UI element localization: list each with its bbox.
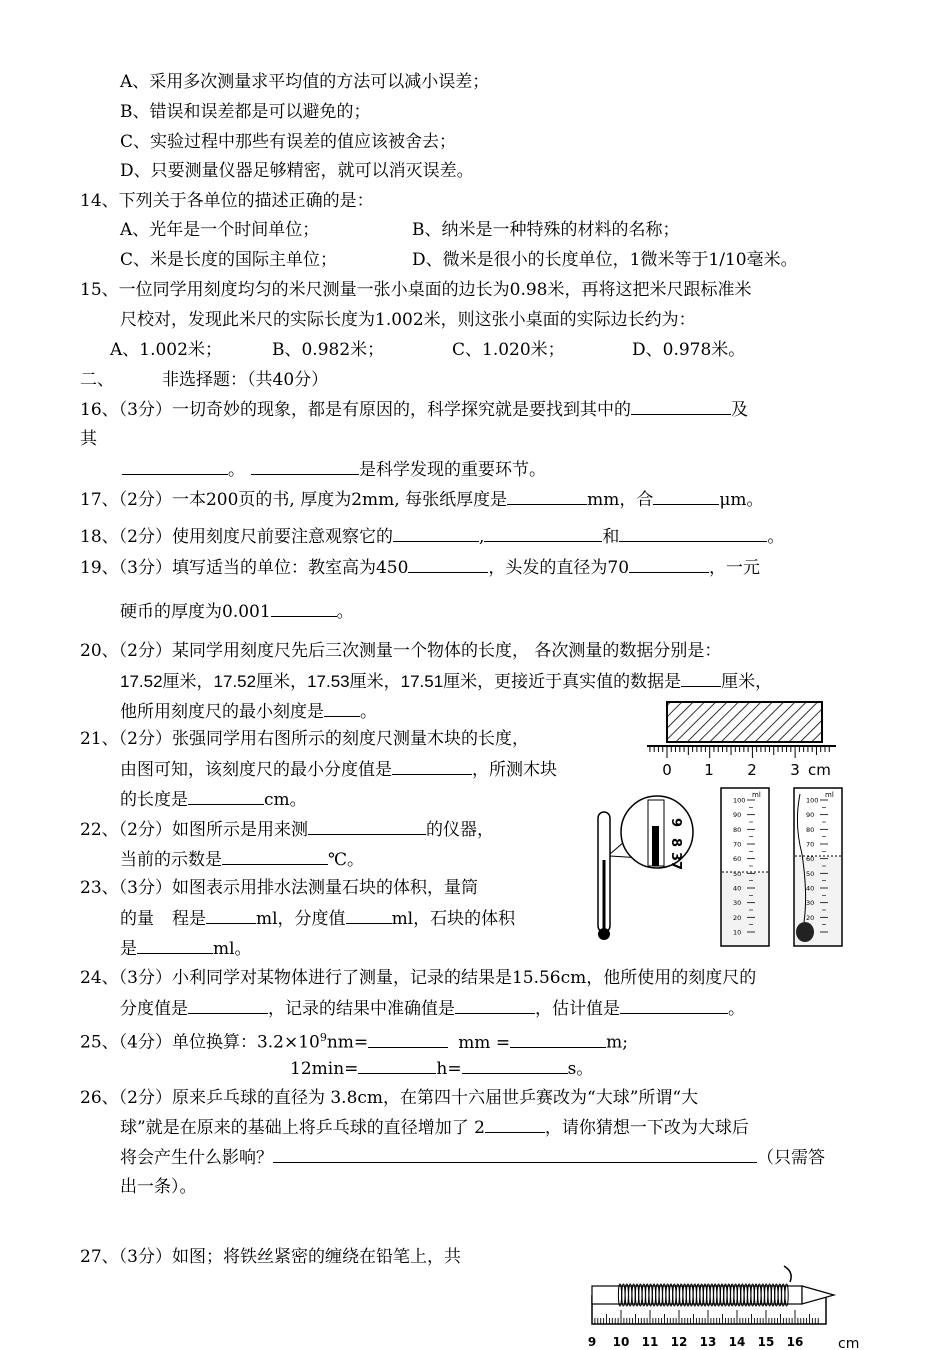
answer-blank[interactable] bbox=[619, 525, 767, 542]
q19-line2: 硬币的厚度为0.001 。 bbox=[120, 602, 354, 622]
q20-line3: 他所用刻度尺的最小刻度是 。 bbox=[120, 702, 377, 721]
q13-option-c: C、实验过程中那些有误差的值应该被舍去； bbox=[120, 132, 457, 152]
cylinder-mark-label: 90 bbox=[733, 811, 742, 820]
cylinder-mark-label: 20 bbox=[806, 913, 815, 922]
answer-blank[interactable] bbox=[368, 1031, 448, 1048]
cylinder-mark-label: 80 bbox=[806, 825, 815, 834]
q16-line1: 16、（3分）一切奇妙的现象，都是有原因的，科学探究就是要找到其中的 及 bbox=[80, 400, 748, 420]
cylinder-mark-label: 70 bbox=[806, 840, 815, 849]
cylinder-unit: ml bbox=[825, 791, 834, 799]
q21-line3: 的长度是 cm。 bbox=[120, 790, 307, 810]
cylinder-mark-label: 60 bbox=[806, 855, 815, 864]
cylinder-mark-label: 100 bbox=[806, 796, 819, 805]
q15-option-d: D、0.978米。 bbox=[632, 340, 746, 360]
q24-line1: 24、（3分）小利同学对某物体进行了测量，记录的结果是15.56cm，他所使用的刻度尺的 bbox=[80, 968, 757, 988]
cylinder-unit: ml bbox=[752, 791, 761, 799]
answer-blank[interactable] bbox=[510, 1031, 606, 1048]
answer-blank[interactable] bbox=[631, 398, 731, 415]
ruler-tick-label: 2 bbox=[747, 761, 757, 779]
q27-line1: 27、（3分）如图；将铁丝紧密的缠绕在铅笔上，共 bbox=[80, 1247, 461, 1267]
q22-line1: 22、（2分）如图所示是用来测 的仪器， bbox=[80, 820, 494, 840]
q15-option-b: B、0.982米； bbox=[272, 340, 385, 360]
q14-stem: 14、下列关于各单位的描述正确的是： bbox=[80, 191, 374, 211]
answer-blank[interactable] bbox=[222, 848, 328, 865]
pencil-ruler-label: 15 bbox=[757, 1335, 775, 1349]
wire-end bbox=[784, 1266, 791, 1282]
pencil-ruler-label: 12 bbox=[670, 1335, 688, 1349]
q19-line1: 19、（3分）填写适当的单位：教室高为450 ，头发的直径为70 ，一元 bbox=[80, 558, 761, 578]
section2-title: 非选择题：（共40分） bbox=[162, 370, 329, 390]
cylinder-mark-label: 30 bbox=[806, 899, 815, 908]
pencil-ruler-label: 9 bbox=[588, 1335, 597, 1349]
q26-line1: 26、（2分）原来乒乓球的直径为 3.8cm，在第四十六届世乒赛改为“大球”所谓“大 bbox=[80, 1088, 699, 1108]
magnified-liquid bbox=[652, 826, 659, 866]
q18-line: 18、（2分）使用刻度尺前要注意观察它的 , 和 。 bbox=[80, 527, 785, 547]
ruler-tick-label: 1 bbox=[704, 761, 714, 779]
q17-line: 17、（2分）一本200页的书, 厚度为2mm, 每张纸厚度是 mm，合 μm。 bbox=[80, 490, 764, 510]
answer-blank[interactable] bbox=[681, 670, 721, 687]
ruler-unit-label: cm bbox=[808, 761, 831, 779]
cylinder-mark-label: 50 bbox=[806, 869, 815, 878]
cylinder-mark-label: 10 bbox=[733, 928, 742, 937]
answer-blank[interactable] bbox=[408, 556, 488, 573]
answer-blank[interactable] bbox=[206, 907, 256, 924]
answer-blank[interactable] bbox=[455, 997, 535, 1014]
answer-blank[interactable] bbox=[620, 997, 728, 1014]
q15-option-a: A、1.002米； bbox=[110, 340, 222, 360]
cylinder-mark-label: 60 bbox=[733, 855, 742, 864]
wood-block bbox=[667, 702, 822, 742]
cylinder-mark-label: 90 bbox=[806, 811, 815, 820]
answer-blank[interactable] bbox=[358, 1057, 436, 1074]
cylinder-left-water bbox=[722, 869, 768, 945]
cylinder-mark-label: 100 bbox=[733, 796, 746, 805]
answer-blank[interactable] bbox=[273, 1146, 757, 1163]
cylinder-mark-label: 50 bbox=[733, 869, 742, 878]
cylinders-figure bbox=[716, 784, 856, 950]
q20-line2: 17.52厘米，17.52厘米，17.53厘米，17.51厘米，更接近于真实值的数据是 厘米， bbox=[120, 672, 773, 691]
answer-blank[interactable] bbox=[485, 1116, 545, 1133]
q13-option-d: D、只要测量仪器足够精密，就可以消灭误差。 bbox=[120, 161, 474, 181]
magnified-label-top: 9 bbox=[668, 818, 683, 828]
answer-blank[interactable] bbox=[392, 758, 472, 775]
answer-blank[interactable] bbox=[137, 937, 213, 954]
ruler-tick-label: 0 bbox=[662, 761, 672, 779]
answer-blank[interactable] bbox=[653, 488, 719, 505]
q21-line1: 21、（2分）张强同学用右图所示的刻度尺测量木块的长度， bbox=[80, 729, 529, 749]
cylinder-mark-label: 40 bbox=[806, 884, 815, 893]
q25-line2: 12min= h= s。 bbox=[290, 1059, 594, 1079]
pencil-ruler-label: 11 bbox=[641, 1335, 659, 1349]
q13-option-b: B、错误和误差都是可以避免的； bbox=[120, 102, 371, 122]
answer-blank[interactable] bbox=[324, 700, 360, 717]
answer-blank[interactable] bbox=[251, 458, 359, 475]
pencil-ruler-unit: cm bbox=[838, 1336, 860, 1350]
answer-blank[interactable] bbox=[393, 525, 479, 542]
thermometer-bulb bbox=[598, 928, 610, 940]
q15-line2: 尺校对，发现此米尺的实际长度为1.002米，则这张小桌面的实际边长约为： bbox=[120, 310, 696, 330]
q14-option-b: B、纳米是一种特殊的材料的名称； bbox=[412, 220, 680, 240]
answer-blank[interactable] bbox=[629, 556, 709, 573]
q15-option-c: C、1.020米； bbox=[452, 340, 565, 360]
cylinder-mark-label: 40 bbox=[733, 884, 742, 893]
q14-option-c: C、米是长度的国际主单位； bbox=[120, 250, 338, 270]
ruler-block-figure bbox=[640, 698, 850, 788]
cylinder-mark-label: 70 bbox=[733, 840, 742, 849]
q16-line2: 其 bbox=[80, 429, 97, 449]
q26-line2: 球”就是在原来的基础上将乒乓球的直径增加了 2 ，请你猜想一下改为大球后 bbox=[120, 1118, 749, 1138]
answer-blank[interactable] bbox=[188, 788, 264, 805]
q23-line2: 的量 程是 ml，分度值 ml，石块的体积 bbox=[120, 909, 516, 929]
answer-blank[interactable] bbox=[346, 907, 392, 924]
ruler-ticks bbox=[650, 746, 829, 758]
q24-line2: 分度值是 ，记录的结果中准确值是 ，估计值是 。 bbox=[120, 999, 745, 1019]
q22-line2: 当前的示数是 ℃。 bbox=[120, 850, 365, 870]
stone bbox=[796, 922, 814, 942]
cylinder-mark-label: 80 bbox=[733, 825, 742, 834]
cylinder-mark-label: 20 bbox=[733, 913, 742, 922]
pencil-wire-figure bbox=[588, 1258, 863, 1350]
pencil-ruler-label: 10 bbox=[612, 1335, 630, 1349]
pencil-ruler-label: 13 bbox=[699, 1335, 717, 1349]
answer-blank[interactable] bbox=[308, 818, 426, 835]
pencil-ruler-label: 14 bbox=[728, 1335, 746, 1349]
section2-number: 二、 bbox=[80, 370, 114, 390]
q16-line3: 。 是科学发现的重要环节。 bbox=[122, 458, 546, 481]
q26-line4: 出一条）。 bbox=[120, 1177, 197, 1197]
ruler-tick-label: 3 bbox=[790, 761, 800, 779]
thermometer-figure bbox=[592, 790, 712, 950]
q26-line3: 将会产生什么影响？ （只需答 bbox=[120, 1148, 825, 1168]
answer-blank[interactable] bbox=[271, 600, 337, 617]
q23-line1: 23、（3分）如图表示用排水法测量石块的体积，量筒 bbox=[80, 878, 478, 898]
q25-line1: 25、（4分）单位换算：$3.2\times 10^9nm=$ mm = m; bbox=[80, 1031, 628, 1053]
magnified-label-bottom: 37 bbox=[668, 852, 683, 871]
answer-blank[interactable] bbox=[462, 1057, 568, 1074]
cylinder-mark-label: 30 bbox=[733, 899, 742, 908]
magnified-label-mid: 8 bbox=[668, 838, 683, 848]
answer-blank[interactable] bbox=[484, 525, 602, 542]
pencil-ruler-label: 16 bbox=[786, 1335, 804, 1349]
answer-blank[interactable] bbox=[188, 997, 268, 1014]
q20-line1: 20、（2分）某同学用刻度尺先后三次测量一个物体的长度， 各次测量的数据分别是： bbox=[80, 641, 722, 661]
answer-blank[interactable] bbox=[122, 458, 228, 475]
q15-line1: 15、一位同学用刻度均匀的米尺测量一张小桌面的边长为0.98米，再将这把米尺跟标准米 bbox=[80, 280, 752, 300]
q23-line3: 是 ml。 bbox=[120, 939, 252, 959]
answer-blank[interactable] bbox=[507, 488, 587, 505]
q13-option-a: A、采用多次测量求平均值的方法可以减小误差； bbox=[120, 72, 490, 92]
q21-line2: 由图可知，该刻度尺的最小分度值是 ，所测木块 bbox=[120, 760, 557, 780]
q14-option-a: A、光年是一个时间单位； bbox=[120, 220, 320, 240]
q14-option-d: D、微米是很小的长度单位，1微米等于1/10毫米。 bbox=[412, 250, 798, 270]
